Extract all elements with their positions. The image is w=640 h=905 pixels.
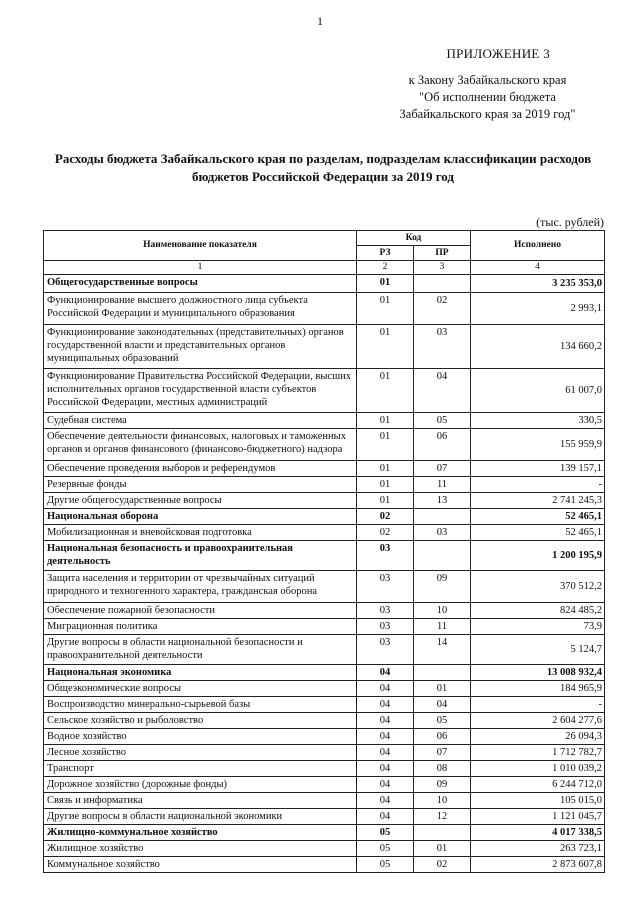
row-rz-code: 05 (357, 825, 414, 841)
annex-title: ПРИЛОЖЕНИЕ 3 (446, 46, 550, 61)
row-rz-code: 05 (357, 857, 414, 873)
row-pr-code: 08 (414, 761, 471, 777)
row-pr-code: 13 (414, 493, 471, 509)
table-row (44, 429, 605, 461)
row-rz-code: 02 (357, 509, 414, 525)
table-row (44, 525, 605, 541)
table-row (44, 729, 605, 745)
row-rz-code: 04 (357, 793, 414, 809)
row-executed-value: 105 015,0 (471, 793, 605, 809)
row-pr-code: 09 (414, 571, 471, 603)
row-name: Коммунальное хозяйство (44, 857, 357, 873)
row-executed-value: 2 993,1 (471, 293, 605, 325)
row-name: Обеспечение деятельности финансовых, налоговых и таможенных органов и органов финансового (финансово-бюджетного) надзора (44, 429, 357, 461)
row-executed-value: - (471, 477, 605, 493)
row-executed-value: 1 200 195,9 (471, 541, 605, 571)
row-executed-value: 134 660,2 (471, 325, 605, 369)
row-pr-code: 07 (414, 461, 471, 477)
row-pr-code (414, 275, 471, 293)
row-executed-value: 26 094,3 (471, 729, 605, 745)
row-name: Воспроизводство минерально-сырьевой базы (44, 697, 357, 713)
row-rz-code: 01 (357, 461, 414, 477)
table-row (44, 777, 605, 793)
row-name: Защита населения и территории от чрезвычайных ситуаций природного и техногенного характера, гражданская оборона (44, 571, 357, 603)
row-name: Мобилизационная и вневойсковая подготовка (44, 525, 357, 541)
row-rz-code: 04 (357, 681, 414, 697)
header-rz: РЗ (357, 246, 414, 261)
units-label: (тыс. рублей) (536, 215, 604, 229)
header-executed: Исполнено (471, 231, 605, 261)
row-executed-value: 52 465,1 (471, 525, 605, 541)
row-pr-code: 05 (414, 713, 471, 729)
table-row (44, 745, 605, 761)
row-pr-code: 09 (414, 777, 471, 793)
row-name: Транспорт (44, 761, 357, 777)
row-pr-code (414, 665, 471, 681)
table-row (44, 761, 605, 777)
row-rz-code: 01 (357, 477, 414, 493)
row-executed-value: 1 010 039,2 (471, 761, 605, 777)
row-executed-value: 5 124,7 (471, 635, 605, 665)
row-rz-code: 04 (357, 713, 414, 729)
table-row (44, 477, 605, 493)
column-number: 1 (44, 261, 357, 275)
table-row (44, 275, 605, 293)
row-executed-value: 1 121 045,7 (471, 809, 605, 825)
row-executed-value: 4 017 338,5 (471, 825, 605, 841)
row-pr-code (414, 825, 471, 841)
row-executed-value: 3 235 353,0 (471, 275, 605, 293)
table-row (44, 369, 605, 413)
row-rz-code: 03 (357, 541, 414, 571)
row-executed-value: 13 008 932,4 (471, 665, 605, 681)
row-pr-code: 10 (414, 603, 471, 619)
row-rz-code: 01 (357, 369, 414, 413)
row-name: Обеспечение пожарной безопасности (44, 603, 357, 619)
row-executed-value: 370 512,2 (471, 571, 605, 603)
row-executed-value: 139 157,1 (471, 461, 605, 477)
row-name: Национальная экономика (44, 665, 357, 681)
column-number: 4 (471, 261, 605, 275)
table-row (44, 635, 605, 665)
row-pr-code: 06 (414, 729, 471, 745)
row-executed-value: 61 007,0 (471, 369, 605, 413)
row-name: Сельское хозяйство и рыболовство (44, 713, 357, 729)
row-rz-code: 01 (357, 275, 414, 293)
row-pr-code: 01 (414, 841, 471, 857)
row-name: Обеспечение проведения выборов и референдумов (44, 461, 357, 477)
law-reference (380, 72, 595, 123)
row-name: Функционирование законодательных (представительных) органов государственной власти и представительных органов муниципальных образований (44, 325, 357, 369)
row-rz-code: 04 (357, 809, 414, 825)
table-row (44, 461, 605, 477)
row-rz-code: 01 (357, 429, 414, 461)
row-pr-code: 04 (414, 697, 471, 713)
row-name: Жилищное хозяйство (44, 841, 357, 857)
table-row (44, 697, 605, 713)
row-rz-code: 03 (357, 571, 414, 603)
row-name: Водное хозяйство (44, 729, 357, 745)
row-pr-code: 10 (414, 793, 471, 809)
row-name: Другие вопросы в области национальной экономики (44, 809, 357, 825)
table-row (44, 825, 605, 841)
table-row (44, 619, 605, 635)
row-pr-code: 06 (414, 429, 471, 461)
row-executed-value: 263 723,1 (471, 841, 605, 857)
row-executed-value: 824 485,2 (471, 603, 605, 619)
row-rz-code: 04 (357, 729, 414, 745)
row-rz-code: 01 (357, 293, 414, 325)
header-pr: ПР (414, 246, 471, 261)
row-executed-value: - (471, 697, 605, 713)
row-rz-code: 03 (357, 635, 414, 665)
row-pr-code: 03 (414, 525, 471, 541)
row-rz-code: 03 (357, 603, 414, 619)
row-pr-code: 14 (414, 635, 471, 665)
header-name: Наименование показателя (44, 231, 357, 261)
row-pr-code: 11 (414, 619, 471, 635)
row-rz-code: 02 (357, 525, 414, 541)
row-executed-value: 184 965,9 (471, 681, 605, 697)
document-title: Расходы бюджета Забайкальского края по разделам, подразделам классификации расходов бюджетов Российской Федерации за 2019 год (54, 151, 592, 184)
expenditure-table (43, 230, 605, 873)
table-row (44, 293, 605, 325)
row-rz-code: 04 (357, 665, 414, 681)
row-name: Лесное хозяйство (44, 745, 357, 761)
row-pr-code (414, 509, 471, 525)
row-rz-code: 04 (357, 745, 414, 761)
row-name: Жилищно-коммунальное хозяйство (44, 825, 357, 841)
row-rz-code: 01 (357, 325, 414, 369)
row-name: Связь и информатика (44, 793, 357, 809)
table-row (44, 571, 605, 603)
table-row (44, 603, 605, 619)
row-rz-code: 04 (357, 777, 414, 793)
table-row (44, 857, 605, 873)
row-name: Функционирование Правительства Российской Федерации, высших исполнительных органов государственной власти субъектов Российской Федерации, местных администраций (44, 369, 357, 413)
row-rz-code: 01 (357, 413, 414, 429)
row-executed-value: 2 741 245,3 (471, 493, 605, 509)
row-executed-value: 73,9 (471, 619, 605, 635)
row-pr-code: 12 (414, 809, 471, 825)
law-reference-line: к Закону Забайкальского края (408, 73, 567, 87)
table-row (44, 541, 605, 571)
row-pr-code: 03 (414, 325, 471, 369)
row-pr-code: 04 (414, 369, 471, 413)
table-row (44, 665, 605, 681)
row-name: Национальная безопасность и правоохранительная деятельность (44, 541, 357, 571)
row-executed-value: 52 465,1 (471, 509, 605, 525)
table-row (44, 509, 605, 525)
table-row (44, 493, 605, 509)
row-executed-value: 2 604 277,6 (471, 713, 605, 729)
law-reference-line: Забайкальского края за 2019 год" (399, 107, 576, 121)
table-row (44, 325, 605, 369)
row-rz-code: 05 (357, 841, 414, 857)
row-rz-code: 04 (357, 761, 414, 777)
row-executed-value: 1 712 782,7 (471, 745, 605, 761)
row-pr-code: 02 (414, 293, 471, 325)
row-rz-code: 04 (357, 697, 414, 713)
row-executed-value: 2 873 607,8 (471, 857, 605, 873)
row-pr-code (414, 541, 471, 571)
row-name: Общеэкономические вопросы (44, 681, 357, 697)
table-row (44, 713, 605, 729)
page-number: 1 (317, 14, 323, 28)
row-executed-value: 330,5 (471, 413, 605, 429)
table-row (44, 681, 605, 697)
row-rz-code: 01 (357, 493, 414, 509)
column-number: 3 (414, 261, 471, 275)
header-code: Код (357, 231, 471, 246)
table-row (44, 809, 605, 825)
table-body (44, 275, 605, 873)
law-reference-line: "Об исполнении бюджета (419, 90, 556, 104)
row-name: Функционирование высшего должностного лица субъекта Российской Федерации и муниципального образования (44, 293, 357, 325)
column-number: 2 (357, 261, 414, 275)
row-name: Национальная оборона (44, 509, 357, 525)
row-pr-code: 01 (414, 681, 471, 697)
row-name: Резервные фонды (44, 477, 357, 493)
row-name: Судебная система (44, 413, 357, 429)
row-name: Другие общегосударственные вопросы (44, 493, 357, 509)
row-pr-code: 11 (414, 477, 471, 493)
row-pr-code: 05 (414, 413, 471, 429)
table-row (44, 793, 605, 809)
table-row (44, 841, 605, 857)
row-executed-value: 6 244 712,0 (471, 777, 605, 793)
row-name: Миграционная политика (44, 619, 357, 635)
row-name: Дорожное хозяйство (дорожные фонды) (44, 777, 357, 793)
row-executed-value: 155 959,9 (471, 429, 605, 461)
row-rz-code: 03 (357, 619, 414, 635)
row-pr-code: 07 (414, 745, 471, 761)
row-pr-code: 02 (414, 857, 471, 873)
row-name: Другие вопросы в области национальной безопасности и правоохранительной деятельности (44, 635, 357, 665)
row-name: Общегосударственные вопросы (44, 275, 357, 293)
table-row (44, 413, 605, 429)
